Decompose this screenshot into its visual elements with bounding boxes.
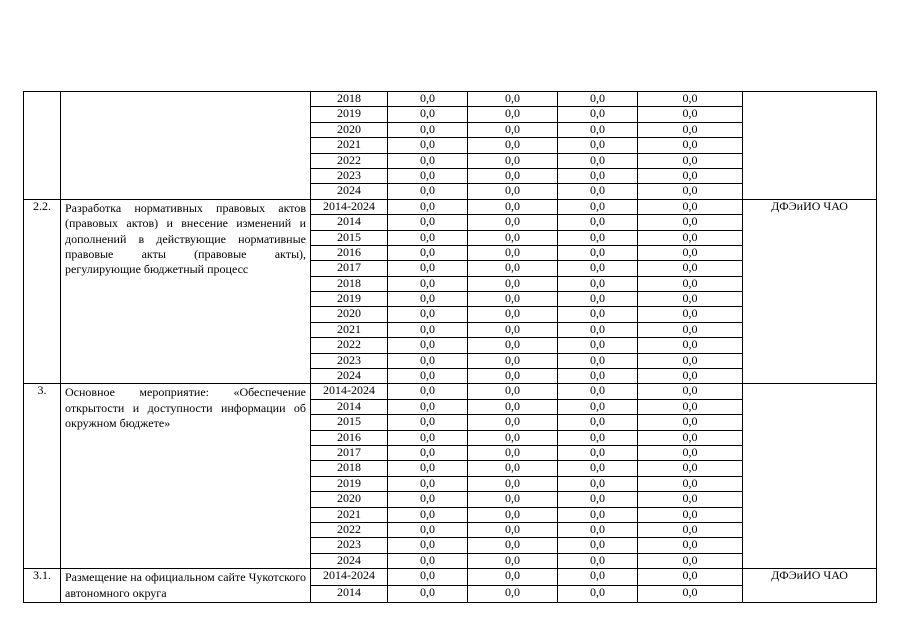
amount-cell: 0,0: [638, 184, 743, 199]
year-cell: 2014-2024: [311, 569, 388, 586]
year-cell: 2014: [311, 586, 388, 603]
amount-cell: 0,0: [558, 399, 638, 414]
amount-cell: 0,0: [388, 399, 468, 414]
amount-cell: 0,0: [558, 184, 638, 199]
year-cell: 2024: [311, 184, 388, 199]
amount-cell: 0,0: [558, 245, 638, 260]
amount-cell: 0,0: [468, 461, 558, 476]
executor-cell: ДФЭиИО ЧАО: [743, 569, 877, 603]
amount-cell: 0,0: [388, 415, 468, 430]
amount-cell: 0,0: [558, 507, 638, 522]
amount-cell: 0,0: [468, 399, 558, 414]
amount-cell: 0,0: [468, 338, 558, 353]
amount-cell: 0,0: [638, 92, 743, 107]
amount-cell: 0,0: [638, 399, 743, 414]
amount-cell: 0,0: [558, 415, 638, 430]
amount-cell: 0,0: [558, 384, 638, 399]
amount-cell: 0,0: [638, 553, 743, 568]
amount-cell: 0,0: [388, 353, 468, 368]
amount-cell: 0,0: [558, 138, 638, 153]
amount-cell: 0,0: [558, 292, 638, 307]
year-cell: 2021: [311, 322, 388, 337]
amount-cell: 0,0: [558, 107, 638, 122]
amount-cell: 0,0: [558, 522, 638, 537]
amount-cell: 0,0: [558, 215, 638, 230]
amount-cell: 0,0: [638, 138, 743, 153]
financing-table: [23, 91, 877, 603]
amount-cell: 0,0: [558, 230, 638, 245]
amount-cell: 0,0: [638, 569, 743, 586]
amount-cell: 0,0: [638, 353, 743, 368]
item-name: Разработка нормативных правовых актов (правовых актов) и внесение изменений и дополнений в действующие нормативные правовые акты (правовые акты), регулирующие бюджетный процесс: [61, 199, 311, 384]
amount-cell: 0,0: [558, 553, 638, 568]
amount-cell: 0,0: [388, 261, 468, 276]
amount-cell: 0,0: [468, 538, 558, 553]
amount-cell: 0,0: [558, 92, 638, 107]
amount-cell: 0,0: [558, 369, 638, 384]
year-cell: 2020: [311, 307, 388, 322]
amount-cell: 0,0: [638, 292, 743, 307]
amount-cell: 0,0: [638, 261, 743, 276]
amount-cell: 0,0: [558, 476, 638, 491]
amount-cell: 0,0: [638, 507, 743, 522]
amount-cell: 0,0: [388, 586, 468, 603]
amount-cell: 0,0: [388, 492, 468, 507]
amount-cell: 0,0: [468, 353, 558, 368]
amount-cell: 0,0: [388, 322, 468, 337]
amount-cell: 0,0: [388, 569, 468, 586]
amount-cell: 0,0: [558, 586, 638, 603]
amount-cell: 0,0: [468, 586, 558, 603]
amount-cell: 0,0: [468, 522, 558, 537]
amount-cell: 0,0: [388, 138, 468, 153]
amount-cell: 0,0: [388, 199, 468, 214]
amount-cell: 0,0: [468, 138, 558, 153]
year-cell: 2015: [311, 415, 388, 430]
amount-cell: 0,0: [558, 538, 638, 553]
amount-cell: 0,0: [388, 369, 468, 384]
year-cell: 2018: [311, 276, 388, 291]
amount-cell: 0,0: [468, 322, 558, 337]
amount-cell: 0,0: [638, 445, 743, 460]
amount-cell: 0,0: [638, 107, 743, 122]
amount-cell: 0,0: [638, 122, 743, 137]
amount-cell: 0,0: [468, 507, 558, 522]
amount-cell: 0,0: [468, 569, 558, 586]
year-cell: 2024: [311, 369, 388, 384]
amount-cell: 0,0: [558, 430, 638, 445]
amount-cell: 0,0: [388, 307, 468, 322]
year-cell: 2020: [311, 492, 388, 507]
amount-cell: 0,0: [388, 292, 468, 307]
amount-cell: 0,0: [468, 122, 558, 137]
amount-cell: 0,0: [388, 538, 468, 553]
amount-cell: 0,0: [468, 230, 558, 245]
amount-cell: 0,0: [558, 353, 638, 368]
item-number: 2.2.: [24, 199, 61, 384]
amount-cell: 0,0: [468, 245, 558, 260]
amount-cell: 0,0: [468, 445, 558, 460]
amount-cell: 0,0: [388, 553, 468, 568]
amount-cell: 0,0: [638, 338, 743, 353]
amount-cell: 0,0: [638, 215, 743, 230]
amount-cell: 0,0: [558, 307, 638, 322]
amount-cell: 0,0: [638, 476, 743, 491]
amount-cell: 0,0: [558, 338, 638, 353]
amount-cell: 0,0: [388, 338, 468, 353]
year-cell: 2019: [311, 107, 388, 122]
item-name: Размещение на официальном сайте Чукотского автономного округа: [61, 569, 311, 603]
amount-cell: 0,0: [638, 586, 743, 603]
amount-cell: 0,0: [638, 168, 743, 183]
amount-cell: 0,0: [558, 492, 638, 507]
year-cell: 2019: [311, 292, 388, 307]
year-cell: 2022: [311, 153, 388, 168]
amount-cell: 0,0: [638, 430, 743, 445]
executor-cell: ДФЭиИО ЧАО: [743, 199, 877, 384]
year-cell: 2023: [311, 353, 388, 368]
amount-cell: 0,0: [468, 369, 558, 384]
year-cell: 2014: [311, 215, 388, 230]
amount-cell: 0,0: [638, 307, 743, 322]
amount-cell: 0,0: [558, 461, 638, 476]
amount-cell: 0,0: [388, 153, 468, 168]
amount-cell: 0,0: [558, 168, 638, 183]
year-cell: 2023: [311, 168, 388, 183]
year-cell: 2014: [311, 399, 388, 414]
amount-cell: 0,0: [558, 122, 638, 137]
year-cell: 2023: [311, 538, 388, 553]
amount-cell: 0,0: [468, 476, 558, 491]
table-row-group-start: [24, 199, 877, 214]
year-cell: 2018: [311, 461, 388, 476]
amount-cell: 0,0: [558, 199, 638, 214]
amount-cell: 0,0: [638, 245, 743, 260]
amount-cell: 0,0: [638, 538, 743, 553]
year-cell: 2014-2024: [311, 199, 388, 214]
amount-cell: 0,0: [388, 430, 468, 445]
amount-cell: 0,0: [638, 153, 743, 168]
year-cell: 2015: [311, 230, 388, 245]
amount-cell: 0,0: [558, 153, 638, 168]
amount-cell: 0,0: [638, 461, 743, 476]
amount-cell: 0,0: [388, 522, 468, 537]
year-cell: 2017: [311, 445, 388, 460]
amount-cell: 0,0: [468, 215, 558, 230]
amount-cell: 0,0: [638, 199, 743, 214]
item-name: [61, 92, 311, 200]
amount-cell: 0,0: [468, 292, 558, 307]
amount-cell: 0,0: [468, 430, 558, 445]
amount-cell: 0,0: [468, 107, 558, 122]
amount-cell: 0,0: [388, 230, 468, 245]
amount-cell: 0,0: [468, 307, 558, 322]
amount-cell: 0,0: [388, 107, 468, 122]
year-cell: 2021: [311, 507, 388, 522]
year-cell: 2020: [311, 122, 388, 137]
amount-cell: 0,0: [388, 168, 468, 183]
amount-cell: 0,0: [388, 245, 468, 260]
year-cell: 2022: [311, 338, 388, 353]
item-number: 3.1.: [24, 569, 61, 603]
amount-cell: 0,0: [388, 384, 468, 399]
amount-cell: 0,0: [638, 384, 743, 399]
amount-cell: 0,0: [468, 168, 558, 183]
amount-cell: 0,0: [638, 415, 743, 430]
year-cell: 2018: [311, 92, 388, 107]
amount-cell: 0,0: [638, 522, 743, 537]
amount-cell: 0,0: [468, 384, 558, 399]
year-cell: 2022: [311, 522, 388, 537]
year-cell: 2017: [311, 261, 388, 276]
amount-cell: 0,0: [388, 122, 468, 137]
amount-cell: 0,0: [468, 92, 558, 107]
item-name: Основное мероприятие: «Обеспечение открытости и доступности информации об окружном бюджете»: [61, 384, 311, 569]
amount-cell: 0,0: [468, 492, 558, 507]
amount-cell: 0,0: [558, 569, 638, 586]
amount-cell: 0,0: [558, 445, 638, 460]
amount-cell: 0,0: [558, 322, 638, 337]
amount-cell: 0,0: [468, 261, 558, 276]
amount-cell: 0,0: [468, 276, 558, 291]
amount-cell: 0,0: [388, 184, 468, 199]
amount-cell: 0,0: [468, 415, 558, 430]
amount-cell: 0,0: [638, 322, 743, 337]
amount-cell: 0,0: [468, 184, 558, 199]
amount-cell: 0,0: [388, 507, 468, 522]
table-row-group-start: [24, 384, 877, 399]
amount-cell: 0,0: [558, 261, 638, 276]
year-cell: 2024: [311, 553, 388, 568]
amount-cell: 0,0: [558, 276, 638, 291]
year-cell: 2016: [311, 430, 388, 445]
year-cell: 2016: [311, 245, 388, 260]
item-number: 3.: [24, 384, 61, 569]
item-number: [24, 92, 61, 200]
amount-cell: 0,0: [468, 199, 558, 214]
amount-cell: 0,0: [638, 230, 743, 245]
year-cell: 2019: [311, 476, 388, 491]
amount-cell: 0,0: [638, 492, 743, 507]
amount-cell: 0,0: [388, 461, 468, 476]
executor-cell: [743, 384, 877, 569]
amount-cell: 0,0: [638, 369, 743, 384]
year-cell: 2021: [311, 138, 388, 153]
table-row-group-start: [24, 92, 877, 107]
amount-cell: 0,0: [388, 92, 468, 107]
table-row-group-start: [24, 569, 877, 586]
amount-cell: 0,0: [388, 476, 468, 491]
amount-cell: 0,0: [388, 445, 468, 460]
executor-cell: [743, 92, 877, 200]
amount-cell: 0,0: [638, 276, 743, 291]
amount-cell: 0,0: [468, 153, 558, 168]
amount-cell: 0,0: [388, 215, 468, 230]
amount-cell: 0,0: [468, 553, 558, 568]
year-cell: 2014-2024: [311, 384, 388, 399]
amount-cell: 0,0: [388, 276, 468, 291]
